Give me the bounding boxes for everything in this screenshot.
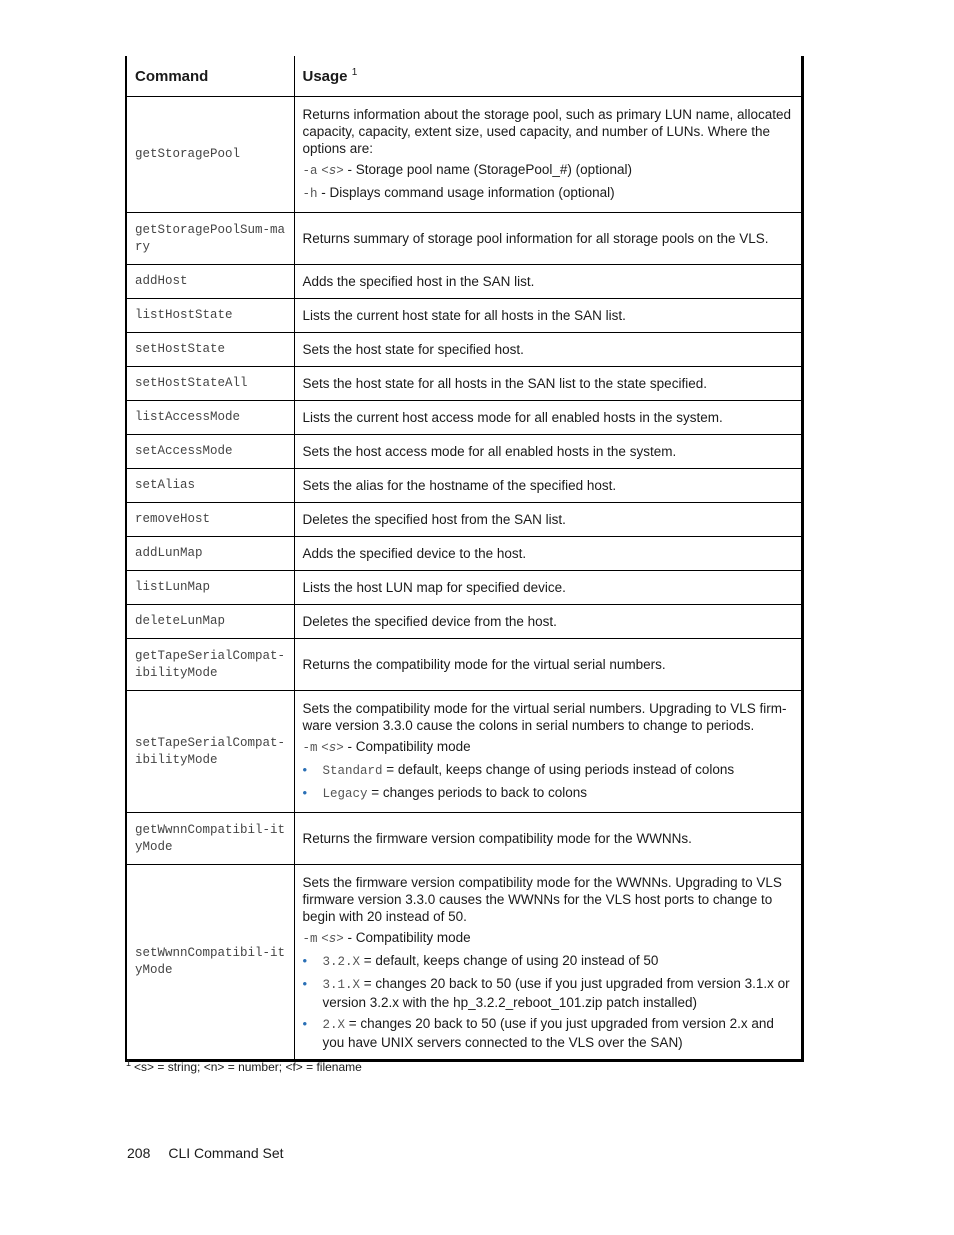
usage-text: Lists the host LUN map for specified device. (302, 580, 566, 595)
bullet-item (303, 975, 793, 1011)
usage-text: Sets the compatibility mode for the virtual serial numbers. Upgrading to VLS firm-ware version 3.3.0 cause the colons in serial numbers to change to periods. (302, 701, 787, 733)
bullet-text: = default, keeps change of using 20 instead of 50 (360, 952, 659, 968)
command-cell: getWwnnCompatibil-ityMode (126, 813, 294, 865)
option-desc: - Compatibility mode (343, 929, 471, 945)
table-header-row (126, 56, 802, 97)
usage-cell (294, 97, 802, 213)
page-footer (127, 1145, 284, 1161)
usage-text: Deletes the specified device from the host. (302, 614, 557, 629)
command-cell: listAccessMode (126, 401, 294, 435)
command-cell: addLunMap (126, 537, 294, 571)
option-flag: -a (302, 164, 318, 178)
bullet-icon: • (302, 762, 308, 777)
table-body (126, 97, 802, 1061)
command-cell: deleteLunMap (126, 605, 294, 639)
command-column-header: Command (126, 56, 294, 97)
footnote-mark: 1 (126, 1058, 132, 1068)
table-row (126, 605, 802, 639)
usage-text: Returns the firmware version compatibility mode for the WWNNs. (302, 831, 692, 846)
table-row (126, 435, 802, 469)
bullet-item (303, 1015, 793, 1051)
table-row (126, 469, 802, 503)
table-row (126, 367, 802, 401)
command-table (125, 56, 804, 1062)
usage-cell (294, 605, 802, 639)
usage-text: Returns information about the storage pool, such as primary LUN name, allocated capacity, capacity, extent size, used capacity, and number of LUNs. Where the options are: (302, 107, 792, 156)
table-row (126, 97, 802, 213)
command-cell: setWwnnCompatibil-ityMode (126, 865, 294, 1061)
footnote-text: <s> = string; <n> = number; <f> = filename (134, 1060, 362, 1074)
bullet-item (303, 784, 793, 803)
usage-text: Returns summary of storage pool information for all storage pools on the VLS. (302, 231, 769, 246)
usage-text: Lists the current host access mode for all enabled hosts in the system. (302, 410, 723, 425)
bullet-code: 3.2.X (322, 954, 361, 969)
usage-cell (294, 469, 802, 503)
usage-text: Adds the specified device to the host. (302, 546, 527, 561)
command-cell: removeHost (126, 503, 294, 537)
table-row (126, 865, 802, 1061)
option-flag: -h (302, 187, 318, 201)
table-row (126, 503, 802, 537)
page-number: 208 (127, 1145, 151, 1161)
usage-cell (294, 367, 802, 401)
command-cell: listHostState (126, 299, 294, 333)
usage-text: Sets the host state for specified host. (302, 342, 524, 357)
option-line (303, 738, 793, 757)
command-cell: getStoragePool (126, 97, 294, 213)
usage-cell (294, 691, 802, 813)
table-row (126, 639, 802, 691)
usage-cell (294, 865, 802, 1061)
table-row (126, 299, 802, 333)
bullet-text: = changes 20 back to 50 (use if you just upgraded from version 2.x and you have UNIX servers connected to the VLS over the SAN) (322, 1015, 774, 1050)
table-row (126, 691, 802, 813)
command-cell: setTapeSerialCompat-ibilityMode (126, 691, 294, 813)
option-line (303, 161, 793, 180)
table-row (126, 213, 802, 265)
bullet-code: 2.X (322, 1017, 346, 1032)
usage-cell (294, 333, 802, 367)
bullet-text: = default, keeps change of using periods instead of colons (382, 762, 735, 777)
table-row (126, 571, 802, 605)
command-cell: addHost (126, 265, 294, 299)
usage-cell (294, 639, 802, 691)
bullet-item (303, 761, 793, 780)
usage-text: Sets the firmware version compatibility mode for the WWNNs. Upgrading to VLS firmware version 3.3.0 causes the WWNNs for the VLS host ports to change to begin with 20 instead of 50. (302, 874, 782, 924)
usage-cell (294, 299, 802, 333)
table-row (126, 537, 802, 571)
usage-text: Deletes the specified host from the SAN list. (302, 512, 566, 527)
usage-text: Sets the host state for all hosts in the SAN list to the state specified. (302, 376, 707, 391)
command-cell: setHostStateAll (126, 367, 294, 401)
bullet-code: Standard (322, 764, 383, 778)
option-arg: <s> (321, 164, 344, 178)
usage-text: Lists the current host state for all hosts in the SAN list. (302, 308, 626, 323)
bullet-text: = changes periods to back to colons (367, 785, 588, 800)
usage-cell (294, 571, 802, 605)
command-cell: getTapeSerialCompat-ibilityMode (126, 639, 294, 691)
usage-cell (294, 503, 802, 537)
bullet-icon: • (302, 785, 308, 800)
bullet-code: Legacy (322, 787, 368, 801)
section-title: CLI Command Set (168, 1145, 284, 1161)
table-row (126, 333, 802, 367)
usage-column-header: Usage $^1$ (294, 56, 802, 97)
bullet-item (303, 952, 793, 971)
option-line (303, 184, 793, 203)
bullet-icon: • (302, 975, 308, 991)
usage-cell (294, 265, 802, 299)
usage-footnote-mark: 1 (351, 67, 358, 78)
option-desc: - Storage pool name (StoragePool_#) (optional) (343, 162, 632, 177)
usage-text: Sets the alias for the hostname of the specified host. (302, 478, 617, 493)
option-flag: -m (302, 931, 318, 946)
option-arg: <s> (321, 741, 344, 755)
option-desc: - Displays command usage information (optional) (317, 185, 615, 200)
command-cell: listLunMap (126, 571, 294, 605)
usage-cell (294, 401, 802, 435)
usage-cell (294, 435, 802, 469)
option-desc: - Compatibility mode (343, 739, 471, 754)
table-row (126, 265, 802, 299)
bullet-code: 3.1.X (322, 977, 361, 992)
bullet-icon: • (302, 1015, 308, 1031)
usage-cell (294, 813, 802, 865)
table-row (126, 401, 802, 435)
command-table-container (125, 56, 801, 1062)
command-cell: setAlias (126, 469, 294, 503)
bullet-icon: • (302, 952, 308, 968)
usage-text: Sets the host access mode for all enabled hosts in the system. (302, 444, 677, 459)
bullet-list (303, 761, 793, 803)
bullet-list (303, 952, 793, 1051)
usage-text: Returns the compatibility mode for the virtual serial numbers. (302, 657, 666, 672)
usage-cell (294, 213, 802, 265)
footnote (126, 1058, 362, 1074)
command-cell: getStoragePoolSum-mary (126, 213, 294, 265)
option-arg: <s> (321, 931, 344, 946)
usage-text: Adds the specified host in the SAN list. (302, 274, 535, 289)
command-cell: setAccessMode (126, 435, 294, 469)
usage-cell (294, 537, 802, 571)
option-flag: -m (302, 741, 318, 755)
table-row (126, 813, 802, 865)
bullet-text: = changes 20 back to 50 (use if you just upgraded from version 3.1.x or version 3.2.x with the hp_3.2.2_reboot_101.zip patch installed) (322, 975, 790, 1010)
option-line (303, 929, 793, 948)
command-cell: setHostState (126, 333, 294, 367)
